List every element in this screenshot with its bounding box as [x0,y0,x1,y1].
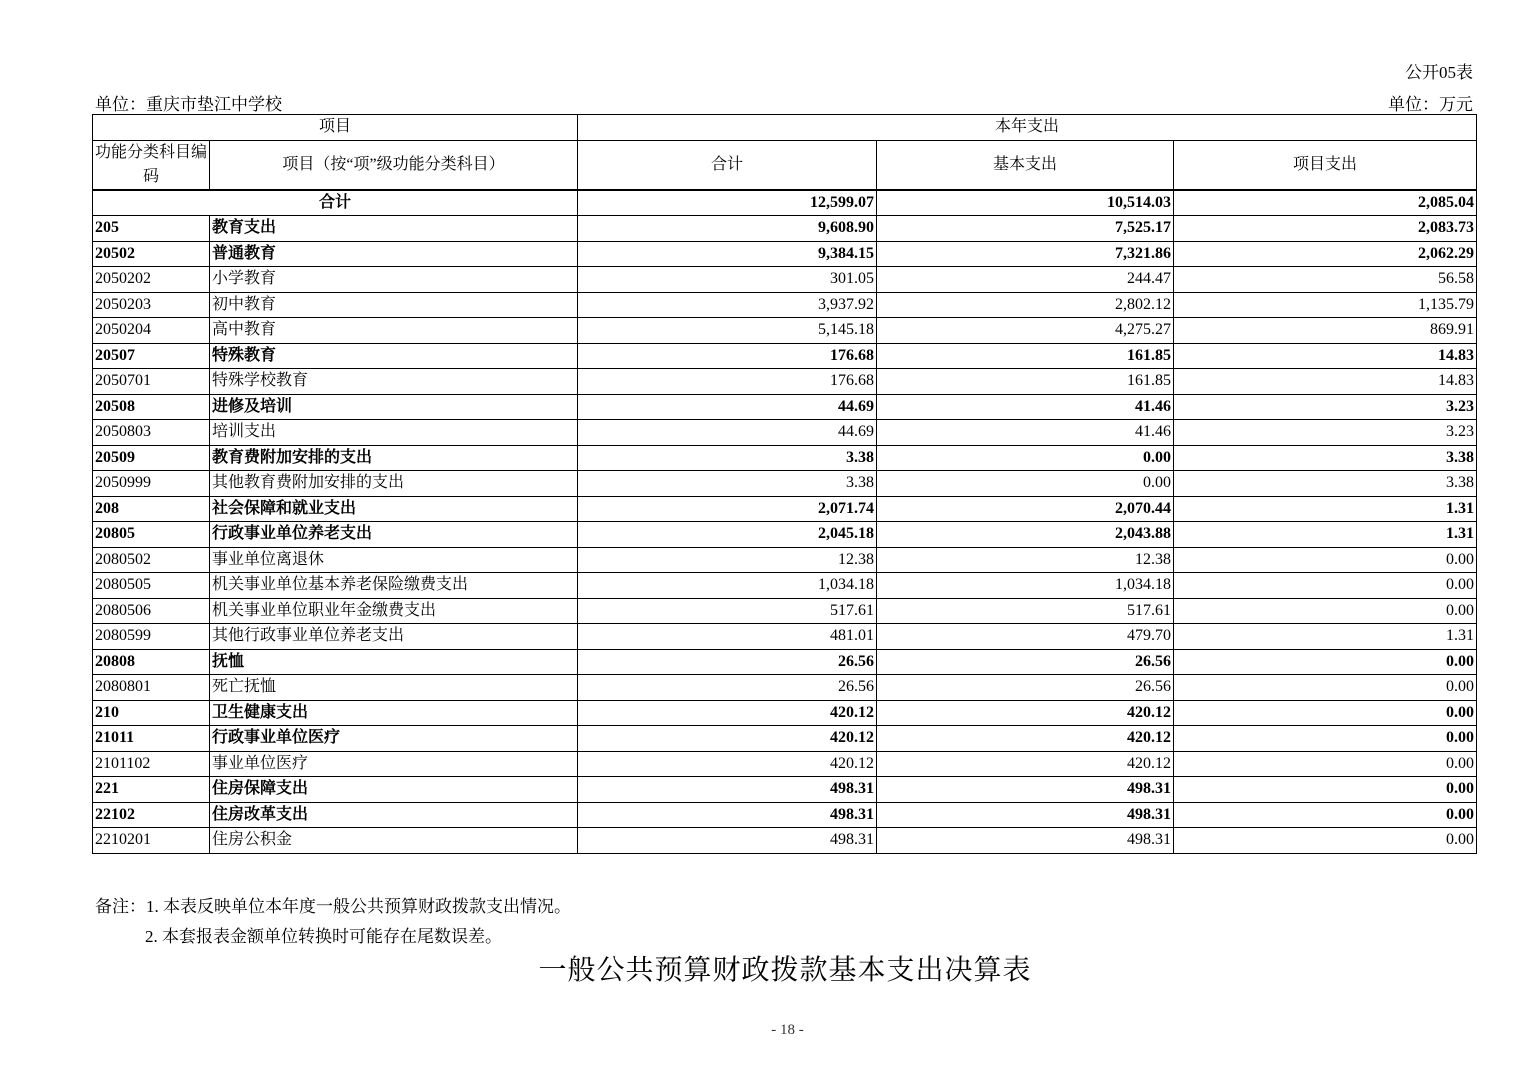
row-code: 205 [93,216,210,242]
row-code: 20805 [93,522,210,548]
row-total: 176.68 [578,369,877,395]
row-name: 住房公积金 [210,828,578,854]
row-basic: 498.31 [877,777,1174,803]
row-basic: 4,275.27 [877,318,1174,344]
row-project: 2,062.29 [1174,241,1477,267]
row-project: 1.31 [1174,624,1477,650]
row-basic: 0.00 [877,445,1174,471]
row-code: 20508 [93,394,210,420]
table-row [93,802,1477,828]
row-project: 56.58 [1174,267,1477,293]
row-project: 0.00 [1174,649,1477,675]
row-basic: 7,525.17 [877,216,1174,242]
row-project: 14.83 [1174,343,1477,369]
table-row [93,547,1477,573]
col-header-name: 项目（按“项”级功能分类科目） [210,140,578,190]
row-code: 2050203 [93,292,210,318]
row-name: 行政事业单位养老支出 [210,522,578,548]
row-total: 9,608.90 [578,216,877,242]
row-name: 教育支出 [210,216,578,242]
row-name: 进修及培训 [210,394,578,420]
row-project: 0.00 [1174,573,1477,599]
total-sum: 12,599.07 [578,190,877,216]
next-table-title: 一般公共预算财政拨款基本支出决算表 [538,955,1032,986]
row-name: 事业单位离退休 [210,547,578,573]
col-header-code: 功能分类科目编码 [93,140,210,190]
table-row [93,292,1477,318]
row-code: 20509 [93,445,210,471]
row-name: 教育费附加安排的支出 [210,445,578,471]
row-name: 初中教育 [210,292,578,318]
row-total: 44.69 [578,394,877,420]
row-code: 2080599 [93,624,210,650]
table-row [93,496,1477,522]
table-row [93,598,1477,624]
row-basic: 0.00 [877,471,1174,497]
table-row [93,573,1477,599]
table-row [93,420,1477,446]
group-header-item: 项目 [93,115,578,141]
row-basic: 26.56 [877,649,1174,675]
row-total: 481.01 [578,624,877,650]
table-row [93,445,1477,471]
row-project: 0.00 [1174,598,1477,624]
row-basic: 12.38 [877,547,1174,573]
row-total: 420.12 [578,751,877,777]
table-row [93,343,1477,369]
row-project: 1.31 [1174,522,1477,548]
note-2: 2. 本套报表金额单位转换时可能存在尾数误差。 [145,927,502,946]
row-total: 517.61 [578,598,877,624]
row-name: 特殊教育 [210,343,578,369]
row-project: 3.38 [1174,471,1477,497]
table-row [93,675,1477,701]
row-project: 0.00 [1174,777,1477,803]
table-row [93,241,1477,267]
table-row [93,267,1477,293]
table-row [93,777,1477,803]
row-code: 22102 [93,802,210,828]
row-name: 普通教育 [210,241,578,267]
row-basic: 2,802.12 [877,292,1174,318]
row-total: 5,145.18 [578,318,877,344]
row-name: 机关事业单位职业年金缴费支出 [210,598,578,624]
unit-currency: 单位：万元 [1388,95,1473,114]
table-row [93,649,1477,675]
row-code: 2080506 [93,598,210,624]
row-basic: 41.46 [877,394,1174,420]
total-project: 2,085.04 [1174,190,1477,216]
row-basic: 1,034.18 [877,573,1174,599]
row-total: 301.05 [578,267,877,293]
table-row [93,828,1477,854]
table-row [93,471,1477,497]
total-row [93,190,1477,216]
note-1: 备注：1. 本表反映单位本年度一般公共预算财政拨款支出情况。 [95,897,571,916]
row-basic: 2,043.88 [877,522,1174,548]
expenditure-table [92,114,1477,854]
row-total: 3,937.92 [578,292,877,318]
row-name: 抚恤 [210,649,578,675]
row-total: 420.12 [578,700,877,726]
row-total: 3.38 [578,445,877,471]
row-basic: 161.85 [877,343,1174,369]
col-header-project: 项目支出 [1174,140,1477,190]
table-row [93,522,1477,548]
row-basic: 420.12 [877,700,1174,726]
table-row [93,216,1477,242]
row-code: 208 [93,496,210,522]
row-code: 2210201 [93,828,210,854]
row-code: 2050204 [93,318,210,344]
row-name: 高中教育 [210,318,578,344]
table-row [93,394,1477,420]
row-basic: 41.46 [877,420,1174,446]
row-code: 21011 [93,726,210,752]
row-project: 0.00 [1174,802,1477,828]
row-name: 特殊学校教育 [210,369,578,395]
row-basic: 420.12 [877,726,1174,752]
row-total: 2,071.74 [578,496,877,522]
row-project: 0.00 [1174,700,1477,726]
row-basic: 7,321.86 [877,241,1174,267]
row-basic: 420.12 [877,751,1174,777]
row-code: 20808 [93,649,210,675]
row-code: 20507 [93,343,210,369]
row-name: 事业单位医疗 [210,751,578,777]
row-basic: 244.47 [877,267,1174,293]
unit-organization: 单位：重庆市垫江中学校 [95,95,282,114]
row-total: 44.69 [578,420,877,446]
row-name: 住房保障支出 [210,777,578,803]
row-name: 死亡抚恤 [210,675,578,701]
table-row [93,624,1477,650]
row-name: 机关事业单位基本养老保险缴费支出 [210,573,578,599]
row-code: 2080801 [93,675,210,701]
total-label: 合计 [93,190,578,216]
row-total: 1,034.18 [578,573,877,599]
row-name: 培训支出 [210,420,578,446]
row-total: 176.68 [578,343,877,369]
table-row [93,700,1477,726]
row-project: 0.00 [1174,751,1477,777]
row-project: 0.00 [1174,547,1477,573]
row-basic: 26.56 [877,675,1174,701]
row-code: 2050999 [93,471,210,497]
row-basic: 479.70 [877,624,1174,650]
row-code: 221 [93,777,210,803]
table-row [93,751,1477,777]
row-code: 2101102 [93,751,210,777]
total-basic: 10,514.03 [877,190,1174,216]
row-code: 20502 [93,241,210,267]
row-name: 住房改革支出 [210,802,578,828]
notes [95,892,571,952]
row-total: 26.56 [578,675,877,701]
row-basic: 498.31 [877,802,1174,828]
row-code: 210 [93,700,210,726]
row-basic: 2,070.44 [877,496,1174,522]
row-project: 0.00 [1174,726,1477,752]
row-project: 1.31 [1174,496,1477,522]
row-project: 14.83 [1174,369,1477,395]
row-total: 498.31 [578,777,877,803]
row-total: 498.31 [578,802,877,828]
row-basic: 517.61 [877,598,1174,624]
row-name: 社会保障和就业支出 [210,496,578,522]
row-total: 498.31 [578,828,877,854]
col-header-total: 合计 [578,140,877,190]
row-project: 1,135.79 [1174,292,1477,318]
form-number: 公开05表 [1405,63,1473,82]
row-project: 3.23 [1174,394,1477,420]
row-total: 3.38 [578,471,877,497]
page-number: - 18 - [771,1022,804,1038]
row-basic: 498.31 [877,828,1174,854]
row-project: 2,083.73 [1174,216,1477,242]
row-project: 3.23 [1174,420,1477,446]
row-basic: 161.85 [877,369,1174,395]
row-code: 2080502 [93,547,210,573]
row-total: 2,045.18 [578,522,877,548]
row-name: 小学教育 [210,267,578,293]
row-project: 3.38 [1174,445,1477,471]
table-row [93,726,1477,752]
row-name: 行政事业单位医疗 [210,726,578,752]
row-code: 2050202 [93,267,210,293]
row-project: 0.00 [1174,675,1477,701]
group-header-expense: 本年支出 [578,115,1477,141]
col-header-basic: 基本支出 [877,140,1174,190]
table-row [93,318,1477,344]
row-total: 420.12 [578,726,877,752]
row-name: 卫生健康支出 [210,700,578,726]
row-total: 9,384.15 [578,241,877,267]
table-row [93,369,1477,395]
row-name: 其他教育费附加安排的支出 [210,471,578,497]
row-code: 2050803 [93,420,210,446]
row-code: 2080505 [93,573,210,599]
row-name: 其他行政事业单位养老支出 [210,624,578,650]
row-code: 2050701 [93,369,210,395]
row-project: 869.91 [1174,318,1477,344]
row-project: 0.00 [1174,828,1477,854]
row-total: 26.56 [578,649,877,675]
row-total: 12.38 [578,547,877,573]
